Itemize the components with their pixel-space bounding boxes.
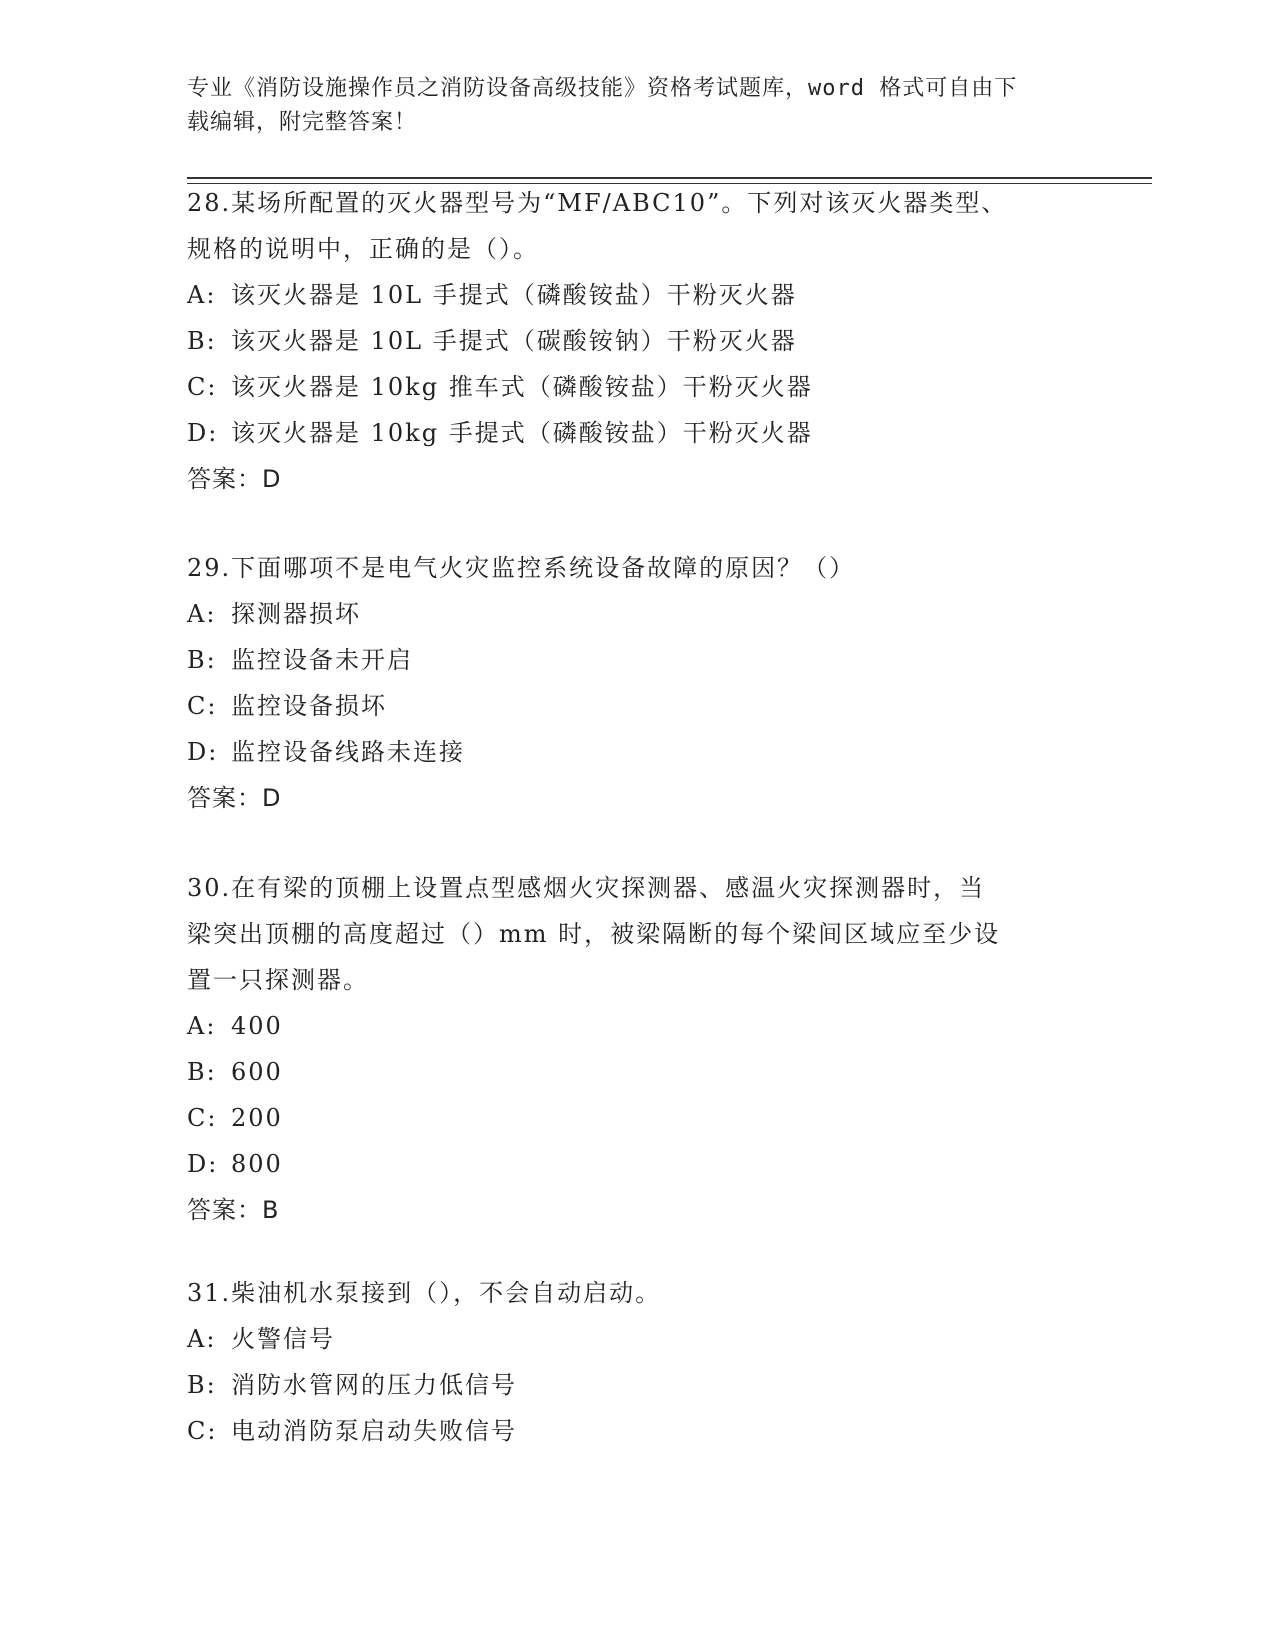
- option-text: 监控设备损坏: [231, 692, 387, 720]
- option-key: B:: [187, 1058, 217, 1086]
- question-stem-line: 梁突出顶棚的高度超过（）mm 时，被梁隔断的每个梁间区域应至少设: [187, 920, 1001, 948]
- question-29: [187, 545, 1087, 821]
- option-text: 探测器损坏: [231, 600, 361, 628]
- header-line-1: 专业《消防设施操作员之消防设备高级技能》资格考试题库，word 格式可自由下: [187, 76, 1018, 101]
- option-key: B:: [187, 327, 217, 355]
- option-text: 800: [231, 1150, 283, 1178]
- option-key: D:: [187, 1150, 219, 1178]
- option-key: C:: [187, 1104, 218, 1132]
- option-text: 400: [231, 1012, 283, 1040]
- option-text: 火警信号: [231, 1325, 335, 1353]
- document-header: [187, 72, 1067, 140]
- option-key: D:: [187, 738, 219, 766]
- option-key: C:: [187, 373, 218, 401]
- question-28: [187, 180, 1087, 502]
- option-text: 200: [231, 1104, 283, 1132]
- option-c: [187, 1408, 1087, 1454]
- option-a: [187, 1316, 1087, 1362]
- option-text: 电动消防泵启动失败信号: [231, 1417, 517, 1445]
- question-31: [187, 1270, 1087, 1454]
- option-key: A:: [187, 281, 217, 309]
- option-b: [187, 637, 1087, 683]
- question-stem-line: 规格的说明中，正确的是（）。: [187, 235, 539, 263]
- option-a: [187, 272, 1087, 318]
- option-c: [187, 683, 1087, 729]
- option-key: A:: [187, 1325, 217, 1353]
- header-rule-thick: [187, 177, 1152, 179]
- answer-label: 答案：B: [187, 1196, 280, 1224]
- option-d: [187, 410, 1087, 456]
- option-key: B:: [187, 646, 217, 674]
- option-text: 该灭火器是 10L 手提式（碳酸铵钠）干粉灭火器: [231, 327, 797, 355]
- option-key: A:: [187, 1012, 217, 1040]
- option-a: [187, 591, 1087, 637]
- option-text: 消防水管网的压力低信号: [231, 1371, 517, 1399]
- header-line-2: 载编辑，附完整答案！: [187, 110, 418, 135]
- answer-label: 答案：D: [187, 465, 282, 493]
- option-d: [187, 1141, 1087, 1187]
- option-c: [187, 1095, 1087, 1141]
- answer-label: 答案：D: [187, 784, 282, 812]
- option-b: [187, 1049, 1087, 1095]
- question-30: [187, 865, 1087, 1233]
- option-b: [187, 1362, 1087, 1408]
- option-text: 该灭火器是 10L 手提式（磷酸铵盐）干粉灭火器: [231, 281, 797, 309]
- option-key: A:: [187, 600, 217, 628]
- question-stem-line: 28.某场所配置的灭火器型号为“MF/ABC10”。下列对该灭火器类型、: [187, 189, 1008, 217]
- option-key: D:: [187, 419, 219, 447]
- option-key: C:: [187, 692, 218, 720]
- option-c: [187, 364, 1087, 410]
- question-stem-line: 30.在有梁的顶棚上设置点型感烟火灾探测器、感温火灾探测器时，当: [187, 874, 986, 902]
- option-key: C:: [187, 1417, 218, 1445]
- option-text: 监控设备未开启: [231, 646, 413, 674]
- option-a: [187, 1003, 1087, 1049]
- option-text: 监控设备线路未连接: [231, 738, 465, 766]
- option-d: [187, 729, 1087, 775]
- question-stem-line: 29.下面哪项不是电气火灾监控系统设备故障的原因？（）: [187, 554, 856, 582]
- option-text: 600: [231, 1058, 283, 1086]
- option-key: B:: [187, 1371, 217, 1399]
- option-text: 该灭火器是 10kg 推车式（磷酸铵盐）干粉灭火器: [231, 373, 813, 401]
- question-stem-line: 置一只探测器。: [187, 966, 369, 994]
- question-stem-line: 31.柴油机水泵接到（），不会自动启动。: [187, 1279, 662, 1307]
- option-b: [187, 318, 1087, 364]
- option-text: 该灭火器是 10kg 手提式（磷酸铵盐）干粉灭火器: [231, 419, 813, 447]
